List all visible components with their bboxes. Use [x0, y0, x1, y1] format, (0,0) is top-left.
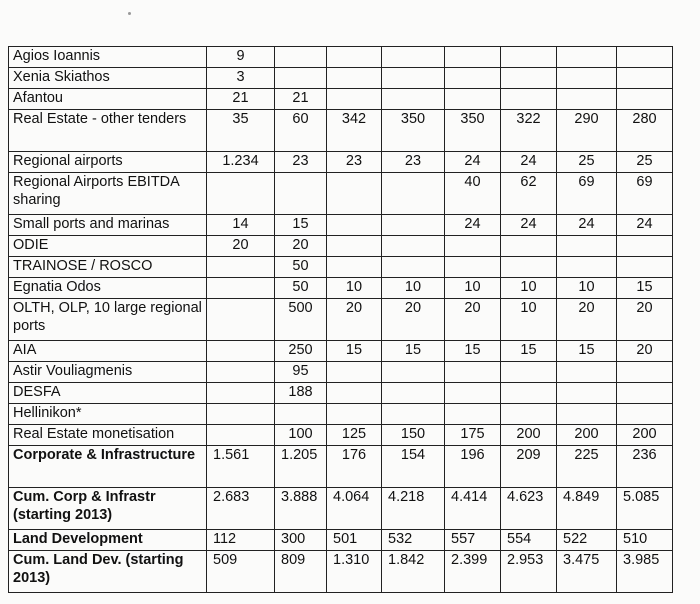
value-cell: 3.888	[275, 488, 327, 530]
row-label: DESFA	[9, 383, 207, 404]
table-row	[9, 257, 673, 278]
value-cell	[501, 383, 557, 404]
value-cell: 69	[557, 173, 617, 215]
value-cell	[617, 47, 673, 68]
value-cell	[557, 68, 617, 89]
value-cell: 300	[275, 530, 327, 551]
value-cell: 1.205	[275, 446, 327, 488]
value-cell: 188	[275, 383, 327, 404]
value-cell	[501, 404, 557, 425]
table-row	[9, 89, 673, 110]
value-cell: 125	[327, 425, 382, 446]
value-cell	[327, 362, 382, 383]
value-cell	[617, 257, 673, 278]
value-cell: 509	[207, 551, 275, 593]
value-cell: 24	[445, 215, 501, 236]
row-label: Regional airports	[9, 152, 207, 173]
value-cell	[557, 362, 617, 383]
value-cell	[382, 383, 445, 404]
value-cell: 50	[275, 257, 327, 278]
value-cell	[382, 215, 445, 236]
row-label: Egnatia Odos	[9, 278, 207, 299]
value-cell	[327, 68, 382, 89]
row-label: Cum. Corp & Infrastr (starting 2013)	[9, 488, 207, 530]
value-cell	[382, 404, 445, 425]
value-cell: 10	[327, 278, 382, 299]
value-cell	[557, 257, 617, 278]
value-cell	[207, 257, 275, 278]
value-cell	[501, 68, 557, 89]
value-cell: 24	[557, 215, 617, 236]
value-cell: 14	[207, 215, 275, 236]
value-cell: 100	[275, 425, 327, 446]
row-label: Land Development	[9, 530, 207, 551]
value-cell: 154	[382, 446, 445, 488]
value-cell: 200	[501, 425, 557, 446]
value-cell	[617, 404, 673, 425]
value-cell	[327, 257, 382, 278]
row-label: Small ports and marinas	[9, 215, 207, 236]
value-cell	[275, 68, 327, 89]
value-cell: 50	[275, 278, 327, 299]
value-cell: 3	[207, 68, 275, 89]
value-cell: 25	[617, 152, 673, 173]
value-cell: 15	[617, 278, 673, 299]
value-cell: 24	[617, 215, 673, 236]
row-label: Hellinikon*	[9, 404, 207, 425]
table-body	[9, 47, 673, 593]
value-cell: 2.953	[501, 551, 557, 593]
table-row	[9, 47, 673, 68]
value-cell: 35	[207, 110, 275, 152]
table-row	[9, 551, 673, 593]
value-cell	[275, 404, 327, 425]
value-cell: 20	[617, 299, 673, 341]
value-cell: 10	[501, 278, 557, 299]
row-label: Real Estate monetisation	[9, 425, 207, 446]
value-cell: 200	[557, 425, 617, 446]
value-cell: 809	[275, 551, 327, 593]
value-cell	[327, 173, 382, 215]
value-cell: 21	[207, 89, 275, 110]
value-cell: 200	[617, 425, 673, 446]
value-cell: 5.085	[617, 488, 673, 530]
value-cell	[327, 47, 382, 68]
row-label: Real Estate - other tenders	[9, 110, 207, 152]
value-cell: 10	[445, 278, 501, 299]
row-label: AIA	[9, 341, 207, 362]
value-cell: 196	[445, 446, 501, 488]
value-cell	[382, 89, 445, 110]
value-cell: 15	[275, 215, 327, 236]
privatization-revenue-table	[8, 46, 673, 593]
value-cell	[445, 236, 501, 257]
value-cell: 2.399	[445, 551, 501, 593]
value-cell	[382, 257, 445, 278]
value-cell: 3.985	[617, 551, 673, 593]
value-cell	[382, 236, 445, 257]
value-cell	[501, 47, 557, 68]
table-row	[9, 173, 673, 215]
value-cell: 236	[617, 446, 673, 488]
value-cell: 20	[445, 299, 501, 341]
value-cell	[445, 257, 501, 278]
value-cell	[327, 215, 382, 236]
value-cell: 350	[445, 110, 501, 152]
value-cell: 20	[557, 299, 617, 341]
row-label: Cum. Land Dev. (starting 2013)	[9, 551, 207, 593]
value-cell	[445, 68, 501, 89]
table-row	[9, 530, 673, 551]
value-cell: 15	[557, 341, 617, 362]
value-cell	[557, 404, 617, 425]
value-cell: 15	[327, 341, 382, 362]
value-cell: 112	[207, 530, 275, 551]
row-label: Astir Vouliagmenis	[9, 362, 207, 383]
table-row	[9, 299, 673, 341]
value-cell	[207, 404, 275, 425]
value-cell: 69	[617, 173, 673, 215]
value-cell	[207, 362, 275, 383]
value-cell	[617, 89, 673, 110]
value-cell: 15	[501, 341, 557, 362]
value-cell: 20	[382, 299, 445, 341]
value-cell: 209	[501, 446, 557, 488]
value-cell: 60	[275, 110, 327, 152]
value-cell: 21	[275, 89, 327, 110]
value-cell: 175	[445, 425, 501, 446]
table-row	[9, 404, 673, 425]
value-cell	[557, 47, 617, 68]
value-cell: 1.842	[382, 551, 445, 593]
table-row	[9, 110, 673, 152]
row-label: Regional Airports EBITDA sharing	[9, 173, 207, 215]
value-cell	[617, 68, 673, 89]
table-row	[9, 152, 673, 173]
value-cell: 290	[557, 110, 617, 152]
value-cell: 24	[501, 215, 557, 236]
value-cell	[501, 89, 557, 110]
value-cell	[382, 47, 445, 68]
value-cell: 4.414	[445, 488, 501, 530]
table-row	[9, 425, 673, 446]
value-cell: 250	[275, 341, 327, 362]
value-cell: 20	[617, 341, 673, 362]
table-row	[9, 236, 673, 257]
value-cell: 4.623	[501, 488, 557, 530]
value-cell: 10	[382, 278, 445, 299]
value-cell: 95	[275, 362, 327, 383]
scan-speck	[128, 12, 131, 15]
value-cell: 24	[445, 152, 501, 173]
value-cell	[445, 89, 501, 110]
value-cell	[617, 236, 673, 257]
value-cell	[382, 173, 445, 215]
table-row	[9, 446, 673, 488]
value-cell: 24	[501, 152, 557, 173]
value-cell: 9	[207, 47, 275, 68]
table-row	[9, 383, 673, 404]
value-cell: 557	[445, 530, 501, 551]
value-cell: 3.475	[557, 551, 617, 593]
row-label: Afantou	[9, 89, 207, 110]
value-cell	[501, 362, 557, 383]
value-cell: 501	[327, 530, 382, 551]
value-cell: 4.218	[382, 488, 445, 530]
table-row	[9, 362, 673, 383]
value-cell: 522	[557, 530, 617, 551]
row-label: ODIE	[9, 236, 207, 257]
value-cell: 176	[327, 446, 382, 488]
value-cell: 23	[327, 152, 382, 173]
value-cell: 4.849	[557, 488, 617, 530]
value-cell: 15	[382, 341, 445, 362]
value-cell	[327, 236, 382, 257]
value-cell: 20	[327, 299, 382, 341]
value-cell	[445, 362, 501, 383]
value-cell: 225	[557, 446, 617, 488]
value-cell	[445, 383, 501, 404]
value-cell	[445, 47, 501, 68]
row-label: Xenia Skiathos	[9, 68, 207, 89]
table-row	[9, 341, 673, 362]
value-cell: 1.561	[207, 446, 275, 488]
value-cell: 2.683	[207, 488, 275, 530]
value-cell: 1.234	[207, 152, 275, 173]
value-cell	[501, 236, 557, 257]
value-cell	[327, 383, 382, 404]
value-cell: 150	[382, 425, 445, 446]
value-cell	[327, 404, 382, 425]
value-cell: 4.064	[327, 488, 382, 530]
row-label: OLTH, OLP, 10 large regional ports	[9, 299, 207, 341]
value-cell	[207, 278, 275, 299]
value-cell	[617, 383, 673, 404]
row-label: Corporate & Infrastructure	[9, 446, 207, 488]
value-cell: 23	[275, 152, 327, 173]
value-cell: 532	[382, 530, 445, 551]
value-cell: 510	[617, 530, 673, 551]
value-cell	[557, 383, 617, 404]
value-cell: 20	[275, 236, 327, 257]
table-row	[9, 215, 673, 236]
value-cell	[207, 341, 275, 362]
value-cell: 23	[382, 152, 445, 173]
value-cell	[207, 383, 275, 404]
value-cell	[382, 362, 445, 383]
value-cell: 500	[275, 299, 327, 341]
value-cell	[617, 362, 673, 383]
value-cell: 20	[207, 236, 275, 257]
value-cell: 280	[617, 110, 673, 152]
value-cell	[501, 257, 557, 278]
table-row	[9, 278, 673, 299]
table-row	[9, 488, 673, 530]
value-cell	[327, 89, 382, 110]
value-cell	[275, 47, 327, 68]
value-cell	[207, 425, 275, 446]
value-cell	[207, 299, 275, 341]
value-cell: 350	[382, 110, 445, 152]
value-cell: 15	[445, 341, 501, 362]
value-cell: 322	[501, 110, 557, 152]
value-cell	[275, 173, 327, 215]
value-cell: 10	[557, 278, 617, 299]
value-cell: 40	[445, 173, 501, 215]
row-label: TRAINOSE / ROSCO	[9, 257, 207, 278]
value-cell	[557, 236, 617, 257]
value-cell	[557, 89, 617, 110]
row-label: Agios Ioannis	[9, 47, 207, 68]
value-cell	[207, 173, 275, 215]
value-cell: 342	[327, 110, 382, 152]
value-cell: 25	[557, 152, 617, 173]
value-cell: 10	[501, 299, 557, 341]
value-cell: 1.310	[327, 551, 382, 593]
table-row	[9, 68, 673, 89]
value-cell: 62	[501, 173, 557, 215]
value-cell	[382, 68, 445, 89]
value-cell	[445, 404, 501, 425]
value-cell: 554	[501, 530, 557, 551]
